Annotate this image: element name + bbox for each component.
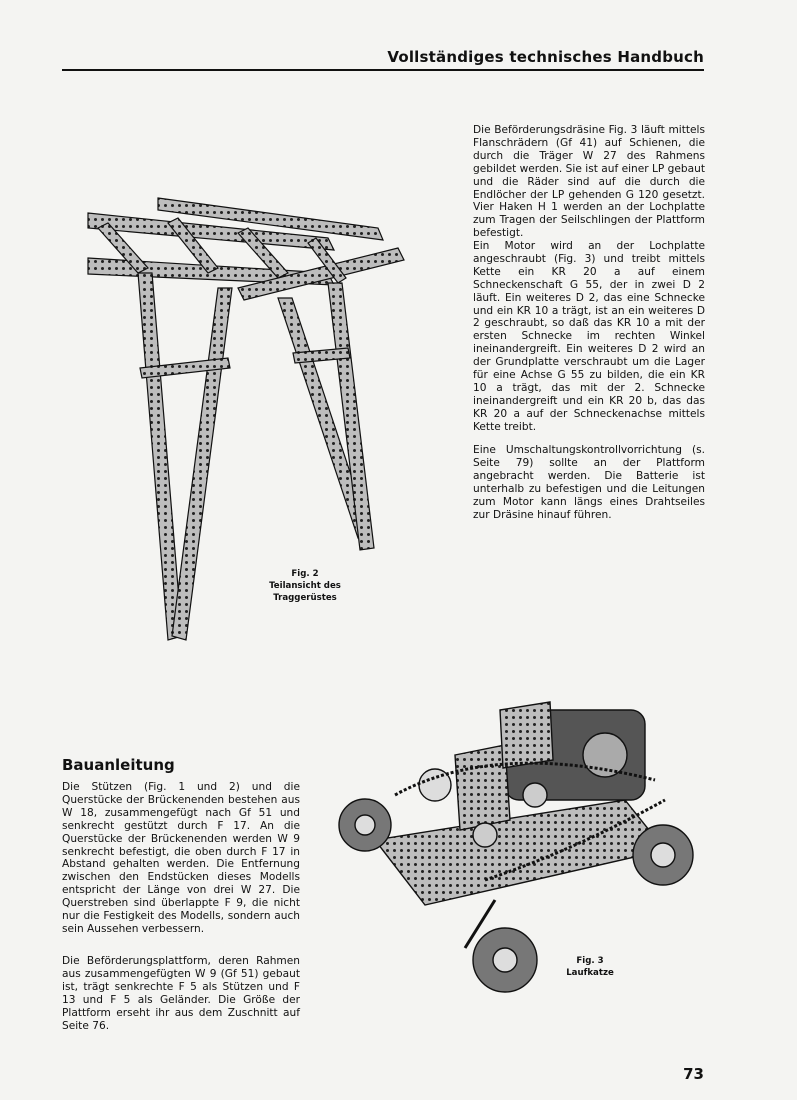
figure-3-caption-text: Laufkatze bbox=[566, 968, 614, 978]
figure-3-caption bbox=[560, 955, 620, 979]
figure-2-label: Fig. 2 bbox=[291, 569, 319, 579]
figure-3-image bbox=[335, 700, 695, 1020]
page-number: 73 bbox=[683, 1065, 704, 1083]
paragraph-motor: Ein Motor wird an der Lochplatte angeschraubt (Fig. 3) und treibt mittels Kette ein KR 20 a auf einem Schneckenschaft G 55, der in zwei D 2 läuft. Ein weiteres D 2, das eine Schnecke und ein KR 10 a trägt, ist an ein weiteres D 2 geschraubt, so daß das KR 10 a mit der ersten Schnecke im rechten Winkel ineinandergreift. Ein weiteres D 2 wird an der Grundplatte verschraubt um die Lager für eine Achse G 55 zu bilden, die ein KR 10 a trägt, das mit der 2. Schnecke ineinandergreift und ein KR 20 b, das das KR 20 a auf der Schneckenachse mittels Kette treibt. bbox=[473, 240, 705, 433]
figure-3-label: Fig. 3 bbox=[576, 956, 604, 966]
paragraph-switch-control: Eine Umschaltungskontrollvorrichtung (s. Seite 79) sollte an der Plattform angebracht werden. Die Batterie ist unterhalb zu befestigen und die Leitungen zum Motor kann längs eines Drahtseiles zur Dräsine hinauf führen. bbox=[473, 444, 705, 521]
paragraph-draisine: Die Beförderungsdräsine Fig. 3 läuft mittels Flanschrädern (Gf 41) auf Schienen, die durch die Träger W 27 des Rahmens gebildet werden. Sie ist auf einer LP gebaut und die Räder sind auf die durch die Endlöcher der LP gehenden G 120 gesetzt. Vier Haken H 1 werden an der Lochplatte zum Tragen der Seilschlingen der Plattform befestigt. bbox=[473, 124, 705, 240]
header-rule bbox=[62, 69, 704, 71]
paragraph-supports: Die Stützen (Fig. 1 und 2) und die Querstücke der Brückenenden bestehen aus W 18, zusammengefügt nach Gf 51 und senkrecht gestützt durch F 17. An die Querstücke der Brückenenden werden W 9 senkrecht befestigt, die oben durch F 17 in Abstand gehalten werden. Die Entfernung zwischen den Endstücken dieses Modells entspricht der Länge von drei W 27. Die Querstreben sind überlappte F 9, die nicht nur die Festigkeit des Modells, sondern auch sein Aussehen verbessern. bbox=[62, 781, 300, 935]
running-header: Vollständiges technisches Handbuch bbox=[387, 48, 704, 66]
paragraph-platform: Die Beförderungsplattform, deren Rahmen aus zusammengefügten W 9 (Gf 51) gebaut ist, trägt senkrechte F 5 als Stützen und F 13 und F 5 als Geländer. Die Größe der Plattform erseht ihr aus dem Zuschnitt auf Seite 76. bbox=[62, 955, 300, 1032]
figure-2-caption bbox=[240, 568, 370, 604]
section-heading: Bauanleitung bbox=[62, 756, 175, 774]
figure-2-caption-text: Teilansicht des Traggerüstes bbox=[269, 581, 341, 603]
